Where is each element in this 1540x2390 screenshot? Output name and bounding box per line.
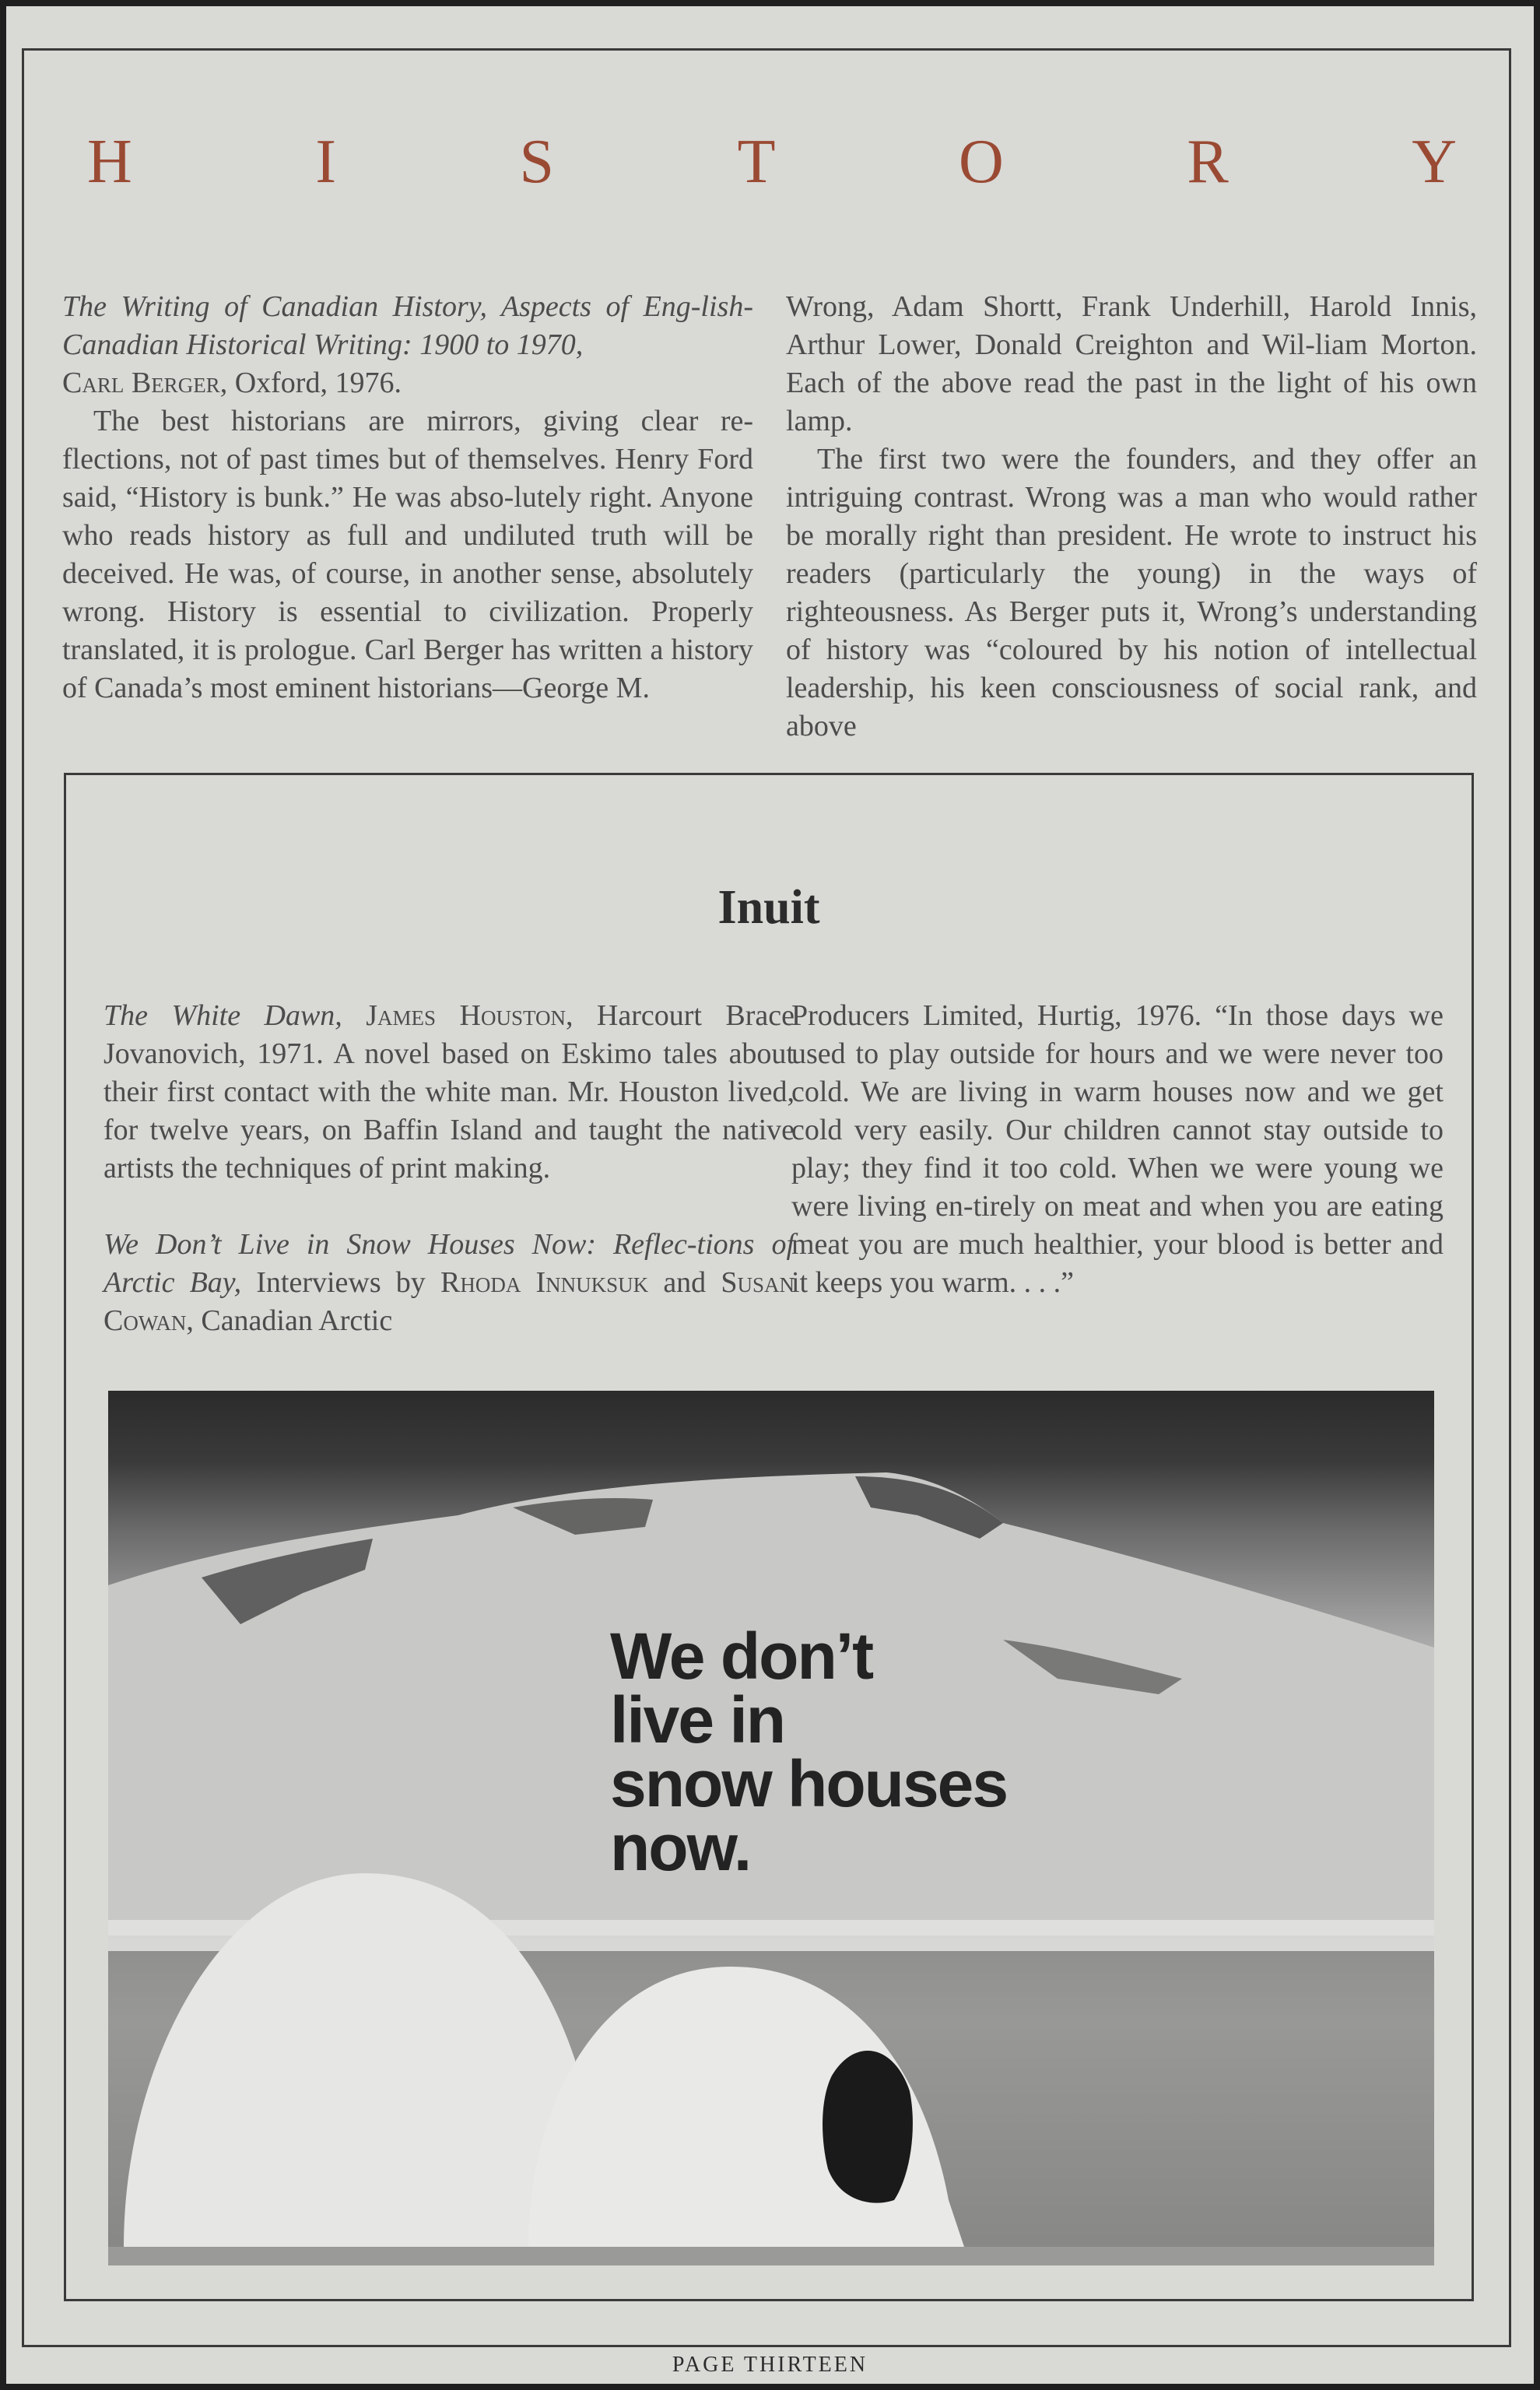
book-publisher: , Oxford, 1976. (219, 367, 402, 399)
book-title: We Don’t Live in Snow Houses Now: Reflec-tions of Arctic Bay, (103, 1228, 795, 1299)
book-entry (103, 997, 795, 1188)
history-column-right (786, 288, 1477, 746)
magazine-page (6, 6, 1534, 2384)
title-letter: H (87, 128, 132, 196)
book-author: Susan Cowan (103, 1266, 795, 1337)
book-title: The Writing of Canadian History, Aspects of Eng-lish-Canadian Historical Writing: 1900 to 1970, (62, 290, 753, 361)
book-entry: We Don’t Live in Snow Houses Now: Reflec-tions of Arctic Bay, Interviews by Rhoda Innuksuk and Susan Cowan, Canadian Arctic (103, 1228, 795, 1337)
title-letter: S (519, 128, 555, 196)
history-citation (62, 288, 753, 402)
photo-caption (610, 1620, 1008, 1884)
igloo-photo (108, 1391, 1434, 2265)
history-column-left (62, 288, 753, 707)
review-paragraph: The best historians are mirrors, giving clear re-flections, not of past times but of themselves. Henry Ford said, “History is bunk.” He was abso-lutely right. Anyone who reads history as full and undiluted truth will be deceived. He was, of course, in another sense, absolutely wrong. History is essential to civilization. Properly translated, it is prologue. Carl Berger has written a history of Canada’s most eminent historians—George M. (62, 405, 753, 704)
inuit-sidebar-box (64, 773, 1474, 2301)
book-author: Carl Berger (62, 367, 220, 399)
title-letter: I (315, 128, 336, 196)
caption-line: We don’t (610, 1620, 873, 1693)
book-description: , Harcourt Brace Jovanovich, 1971. A novel based on Eskimo tales about their first contact with the white man. Mr. Houston lived, for twelve years, on Baffin Island and taught the native artists the techniques of print making. (103, 999, 795, 1184)
inuit-column-left (103, 997, 795, 1340)
review-paragraph-continued: Wrong, Adam Shortt, Frank Underhill, Harold Innis, Arthur Lower, Donald Creighton and Wil-liam Morton. Each of the above read the past in the light of his own lamp. (786, 290, 1477, 437)
book-description-continued: Producers Limited, Hurtig, 1976. “In those days we used to play outside for hours and we were never too cold. We are living in warm houses now and we get cold very easily. Our children cannot stay outside to play; they find it too cold. When we were young we were living en-tirely on meat and when you are eating meat you are much healthier, your blood is better and it keeps you warm. . . .” (791, 999, 1444, 1299)
review-paragraph: The first two were the founders, and they offer an intriguing contrast. Wrong was a man who would rather be morally right than president. He wrote to instruct his readers (particularly the young) in the ways of righteousness. As Berger puts it, Wrong’s understanding of history was “coloured by his notion of intellectual leadership, his keen consciousness of social rank, and above (786, 443, 1477, 742)
page-number: PAGE THIRTEEN (672, 2353, 868, 2377)
inuit-heading: Inuit (717, 881, 820, 934)
caption-line: live in (610, 1683, 785, 1757)
book-title: The White Dawn, (103, 999, 342, 1032)
inuit-column-right (791, 997, 1444, 1302)
section-title (87, 128, 1457, 196)
book-author: Rhoda Innuksuk (440, 1266, 649, 1299)
title-letter: R (1187, 128, 1229, 196)
title-letter: Y (1412, 128, 1457, 196)
title-letter: T (737, 128, 776, 196)
caption-line: now. (610, 1811, 751, 1884)
book-author: James Houston (366, 999, 566, 1032)
caption-line: snow houses (610, 1747, 1008, 1820)
title-letter: O (958, 128, 1004, 196)
